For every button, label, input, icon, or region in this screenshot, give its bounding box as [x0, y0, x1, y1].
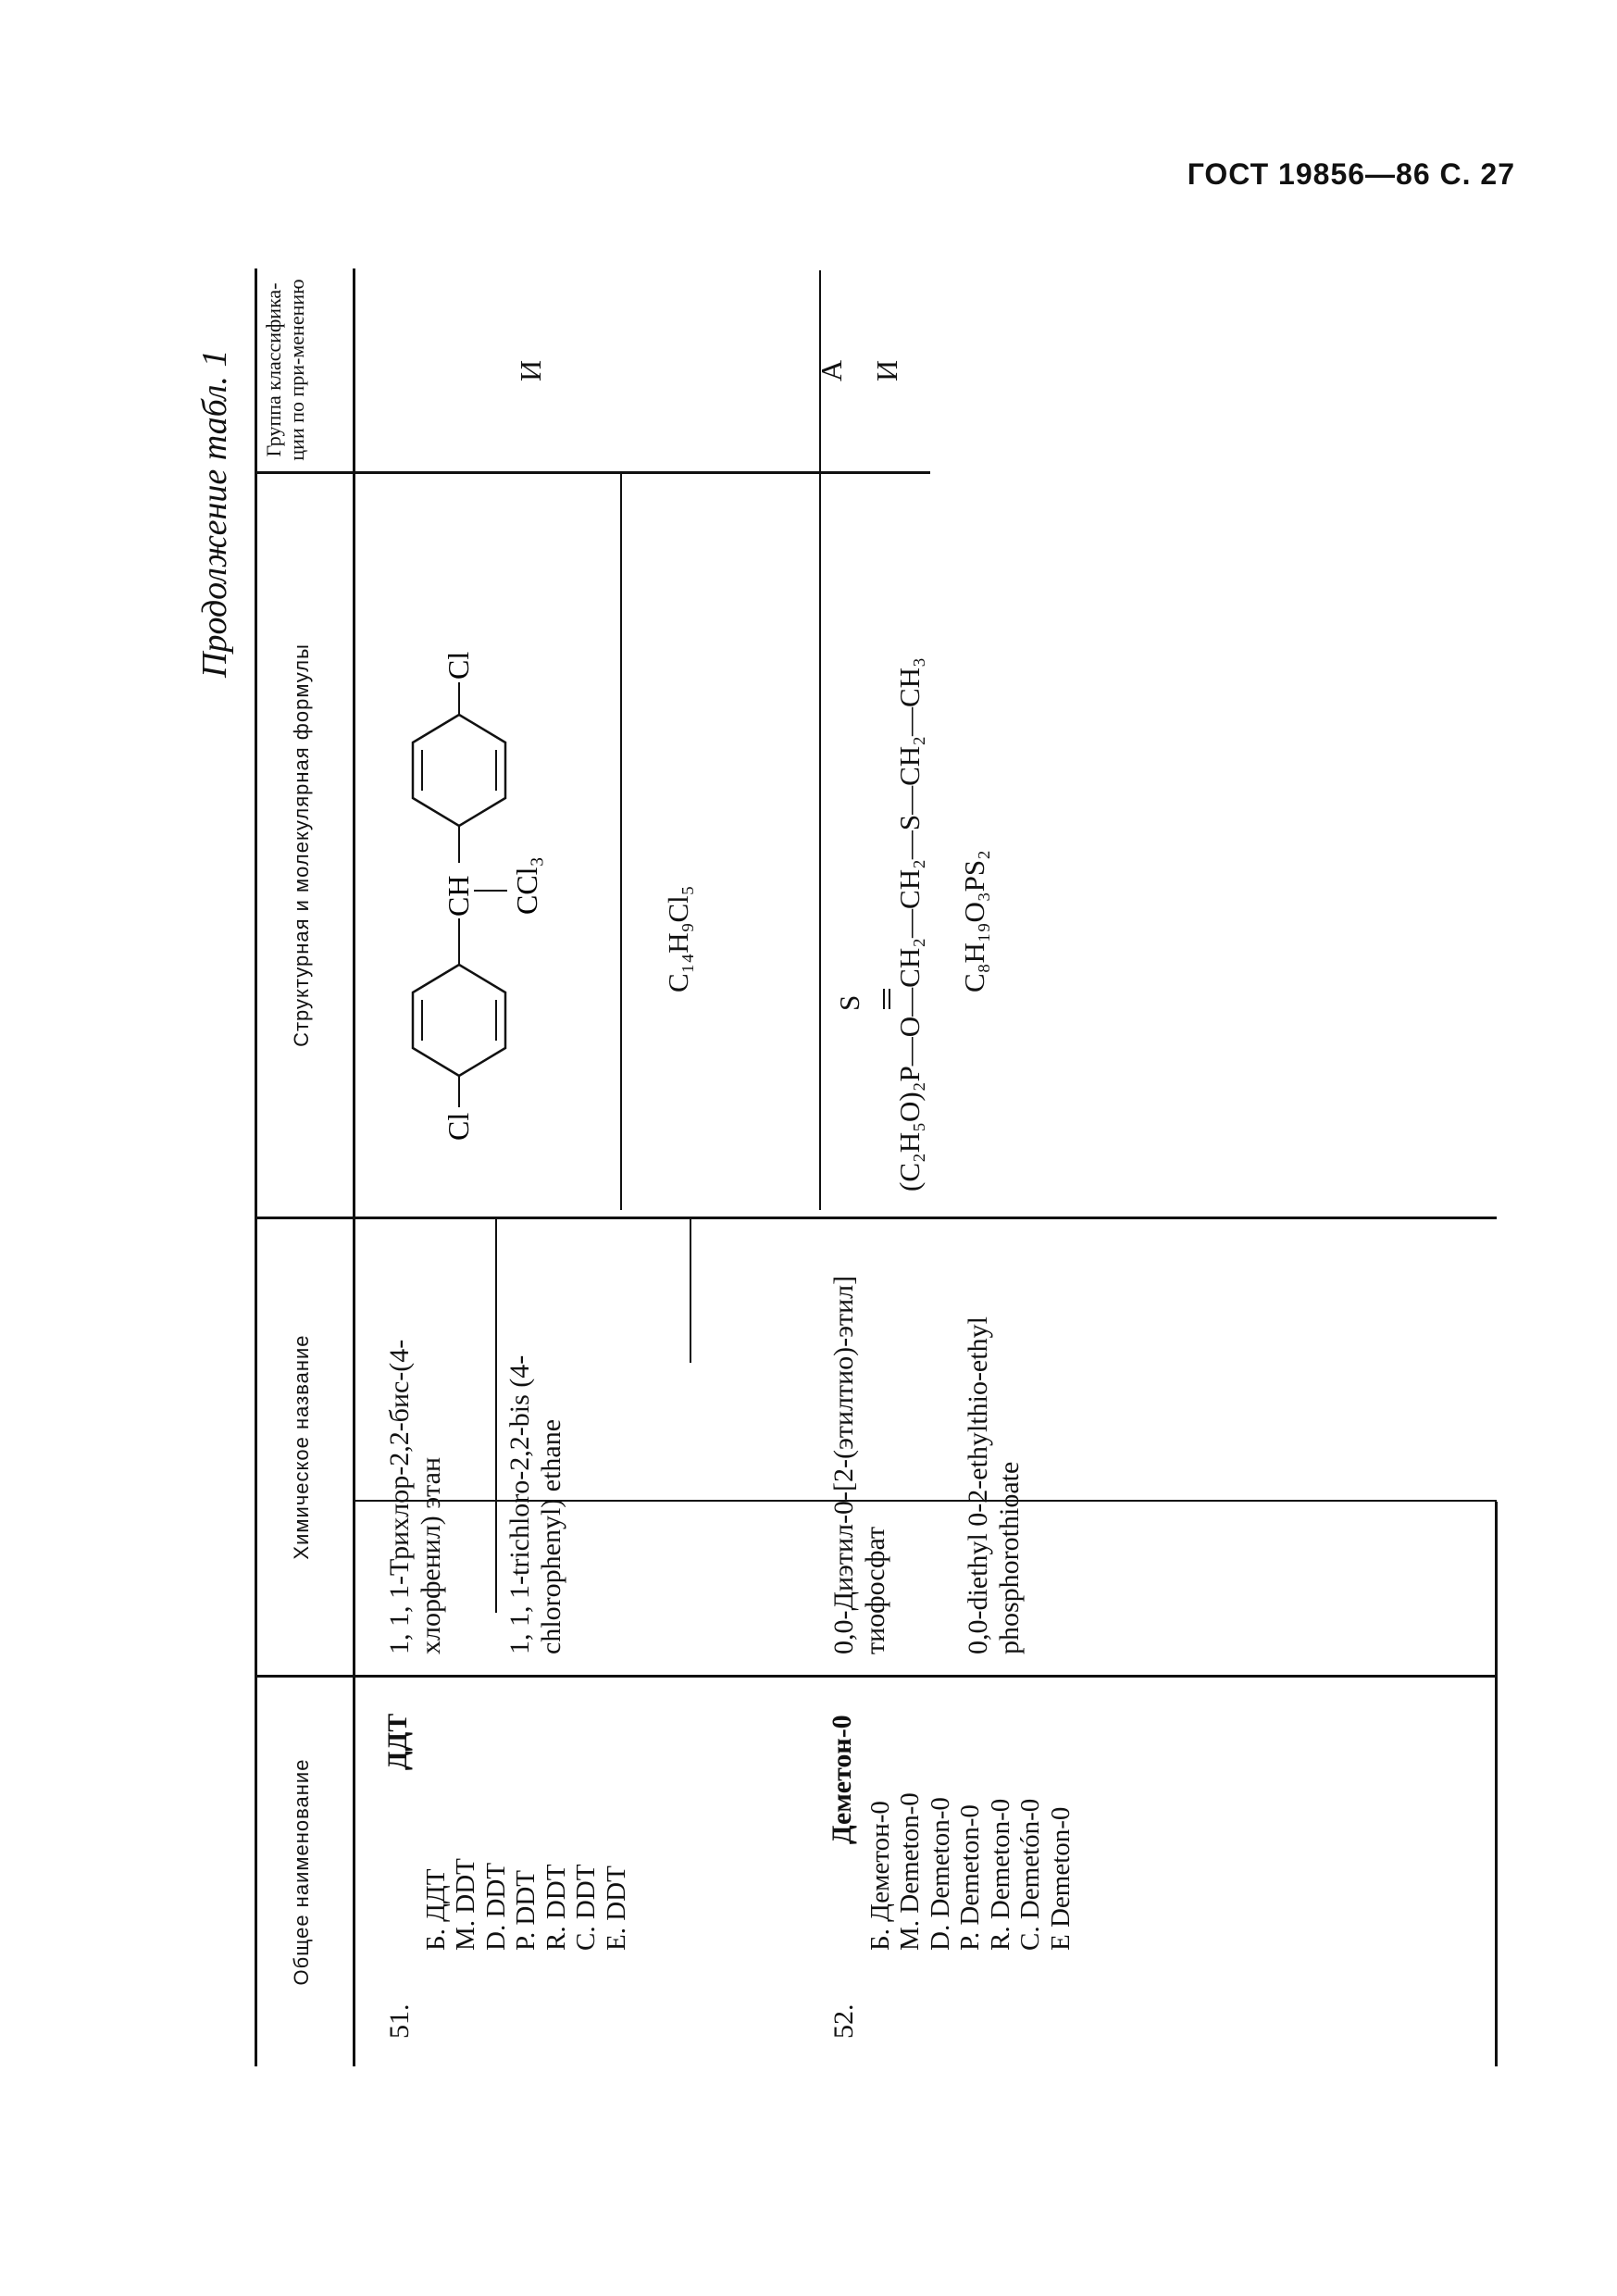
rotated-table-container — [195, 268, 1497, 2066]
row52-chem-split — [690, 1219, 691, 1363]
col-divider-2 — [255, 1217, 1497, 1219]
row51-chem-en: 1, 1, 1-trichloro-2,2-bis (4-chlorophenyl) ethane — [504, 1354, 566, 1654]
row52-synonyms: Б. Деметон-0 М. Demeton-0 D. Demeton-0 P. Demeton-0 R. Demeton-0 C. Demetón-0 E Demeton-0 — [865, 1792, 1076, 1951]
table-bottom-border — [1495, 1502, 1498, 2066]
classification-table — [255, 268, 1497, 2066]
row51-group: И — [514, 359, 547, 381]
row52-chem-ru: 0,0-Диэтил-0-[2-(этилтио)-этил] тиофосфат — [828, 1275, 890, 1654]
row52-group-b: И — [870, 359, 903, 381]
row52-group-a: А — [815, 359, 848, 381]
ddt-ccl3-label: CCl₃ — [510, 856, 543, 915]
ddt-cl-left: Cl — [442, 1112, 475, 1141]
row52-formula-split — [819, 270, 821, 1210]
row51-chem-ru: 1, 1, 1-Трихлор-2,2-бис-(4-хлорфенил) этан — [384, 1339, 446, 1654]
header-common-name: Общее наименование — [290, 1758, 313, 1986]
header-formula: Структурная и молекулярная формулы — [290, 643, 313, 1047]
ddt-ring-left — [413, 965, 505, 1076]
row51-title: ДДТ — [382, 1713, 413, 1770]
row52-chem-en: 0,0-diethyl 0-2-ethylthio-ethyl phosphorothioate — [963, 1316, 1025, 1654]
row52-number: 52. — [828, 2003, 859, 2039]
ddt-ch-label: CH — [442, 875, 475, 917]
row51-synonyms: Б. ДДТ М. DDT D. DDT P. DDT R. DDT C. DDT E. DDT — [421, 1858, 631, 1951]
col-divider-3 — [255, 471, 930, 474]
row51-formula-split — [620, 474, 622, 1210]
header-separator — [353, 268, 355, 2066]
header-group: Группа классифика-ции по при-менению — [262, 279, 309, 461]
row51-chem-split — [495, 1219, 497, 1613]
header-chemical-name: Химическое название — [290, 1334, 313, 1560]
page-header: ГОСТ 19856—86 С. 27 — [1187, 157, 1515, 191]
row51-molecular-formula: C₁₄H₉Cl₅ — [662, 885, 694, 992]
table-top-border — [255, 268, 257, 2066]
row51-number: 51. — [384, 2003, 415, 2039]
row52-title: Деметон-0 — [827, 1715, 857, 1844]
col-divider-1 — [255, 1675, 1497, 1678]
ddt-ring-right — [413, 715, 505, 826]
row52-molecular-formula: C₈H₁₉O₃PS₂ — [958, 850, 990, 992]
ddt-cl-right: Cl — [442, 651, 475, 680]
table-caption: Продолжение табл. 1 — [195, 349, 234, 678]
ddt-structure-diagram — [361, 493, 565, 1141]
row52-struct-formula: (C₂H₅O)₂P—O—CH₂—CH₂—S—CH₂—CH₃ — [893, 657, 926, 1192]
row52-struct-s: S — [833, 994, 865, 1011]
